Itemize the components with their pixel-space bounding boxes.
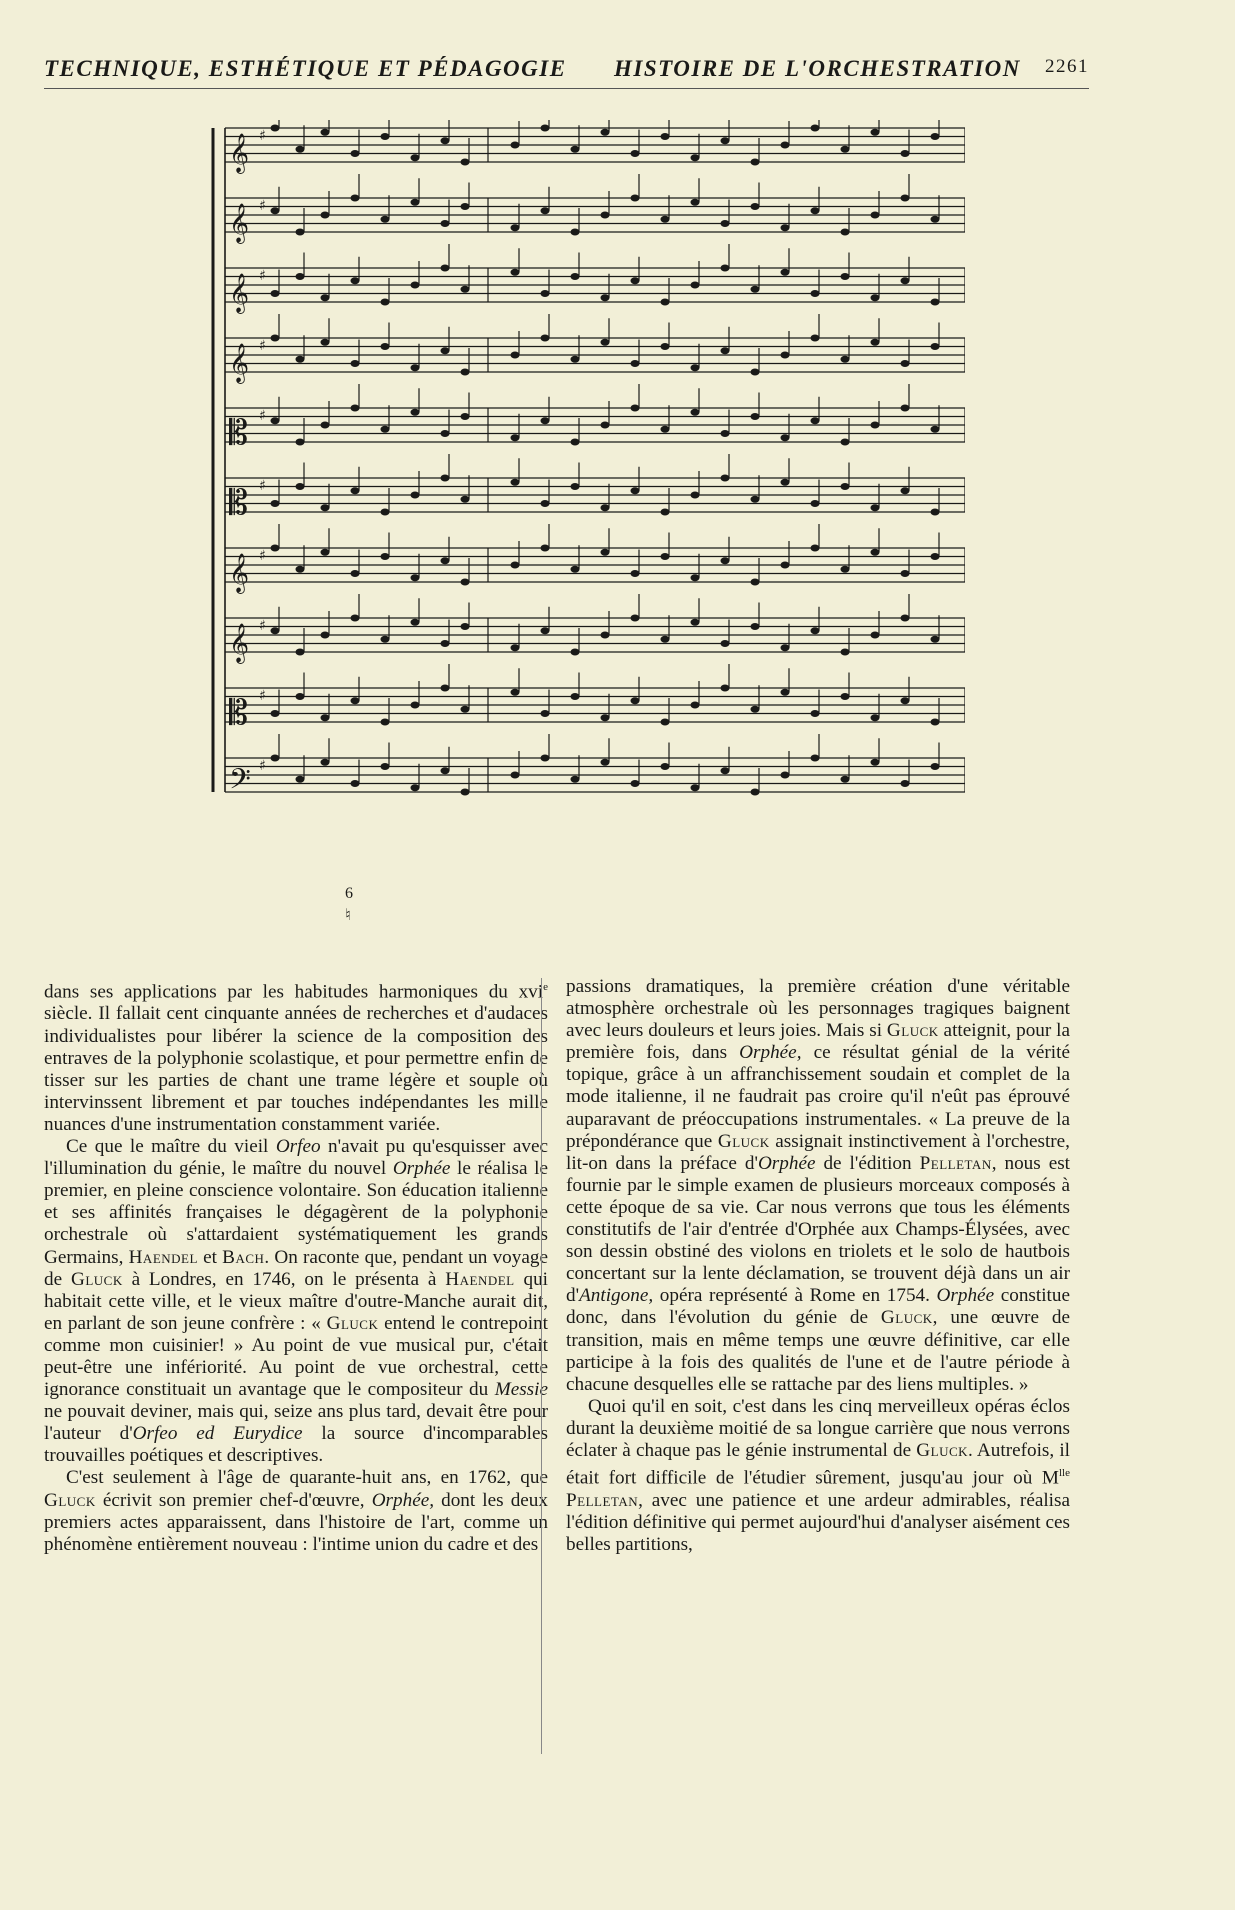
header-right-title: HISTOIRE DE L'ORCHESTRATION bbox=[614, 56, 1021, 81]
clef-icon: 𝄞 bbox=[229, 623, 250, 663]
note-head bbox=[271, 710, 280, 717]
note-head bbox=[511, 772, 520, 779]
note-head bbox=[781, 644, 790, 651]
note-head bbox=[931, 299, 940, 306]
note-head bbox=[541, 335, 550, 342]
note-head bbox=[721, 640, 730, 647]
paragraph: Ce que le maître du vieil Orfeo n'avait pu qu'esquisser avec l'illumination du génie, le maître du nouvel Orphée le réalisa le premier, en pleine conscience volontaire. Son éducation italienne et ses affinités françaises le dégagèrent de la polyphonie orchestrale où s'attardaient systématiquement les grands Germains, Haendel et Bach. On raconte que, pendant un voyage de Gluck à Londres, en 1746, on le présenta à Haendel qui habitait cette ville, et le vieux maître d'outre-Manche aurait dit, en parlant de son jeune confrère : « Gluck entend le contrepoint comme mon cuisinier! » Au point de vue musical pur, c'était peut-être une infériorité. Au point de vue orchestral, cette ignorance constituait un avantage que le compositeur du Messie ne pouvait deviner, mais qui, seize ans plus tard, devait être pour l'auteur d'Orfeo ed Eurydice la source d'incomparables trouvailles poétiques et descriptives. bbox=[44, 1136, 549, 1467]
note-head bbox=[271, 500, 280, 507]
note-head bbox=[441, 265, 450, 272]
note-head bbox=[541, 755, 550, 762]
note-head bbox=[601, 549, 610, 556]
note-head bbox=[511, 352, 520, 359]
note-head bbox=[931, 719, 940, 726]
note-head bbox=[841, 356, 850, 363]
paragraph: passions dramatiques, la première création d'une véritable atmosphère orchestrale où les personnages tragiques baignent avec leurs douleurs et leurs joies. Mais si Gluck atteignit, pour la première fois, dans Orphée, ce résultat génial de la vérité topique, grâce à un affranchissement soudain et complet de la mode italienne, il ne faudrait pas croire qu'il n'eût pas éprouvé auparavant de préoccupations instrumentales. « La preuve de la prépondérance que Gluck assignait instinctivement à l'orchestre, lit-on dans la préface d'Orphée de l'édition Pelletan, nous est fournie par le simple examen de plusieurs morceaux composés à cette époque de sa vie. Car nous verrons que tous les éléments constitutifs de l'air d'entrée d'Orphée aux Champs-Élysées, avec son dessin obstiné des violons en triolets et le solo de hautbois concertant sur la lente déclamation, se trouvent déjà dans un air d'Antigone, opéra représenté à Rome en 1754. Orphée constitue donc, dans l'évolution du génie de Gluck, une œuvre de transition, mais en même temps une œuvre définitive, car elle participe à la fois des qualités de l'une et de l'autre période à chacune desquelles elle se rattache par des liens multiples. » bbox=[566, 976, 1071, 1395]
note-head bbox=[441, 347, 450, 354]
note-head bbox=[381, 343, 390, 350]
note-head bbox=[631, 195, 640, 202]
note-head bbox=[841, 146, 850, 153]
note-head bbox=[411, 702, 420, 709]
note-head bbox=[631, 615, 640, 622]
note-head bbox=[811, 500, 820, 507]
note-head bbox=[601, 294, 610, 301]
note-head bbox=[411, 574, 420, 581]
note-head bbox=[781, 269, 790, 276]
note-head bbox=[271, 207, 280, 214]
note-head bbox=[931, 216, 940, 223]
paragraph: C'est seulement à l'âge de quarante-huit ans, en 1762, que Gluck écrivit son premier chef-d'œuvre, Orphée, dont les deux premiers actes apparaissent, dans l'histoire de l'art, comme un phénomène entièrement nouveau : l'intime union du cadre et des bbox=[44, 1467, 548, 1555]
note-head bbox=[871, 632, 880, 639]
sharp-icon: ♯ bbox=[259, 198, 266, 214]
note-head bbox=[441, 137, 450, 144]
note-head bbox=[661, 636, 670, 643]
note-head bbox=[351, 780, 360, 787]
note-head bbox=[931, 343, 940, 350]
note-head bbox=[351, 615, 360, 622]
note-head bbox=[631, 487, 640, 494]
note-head bbox=[841, 483, 850, 490]
note-head bbox=[601, 504, 610, 511]
note-head bbox=[721, 557, 730, 564]
note-head bbox=[691, 199, 700, 206]
note-head bbox=[631, 360, 640, 367]
note-head bbox=[541, 710, 550, 717]
note-head bbox=[351, 405, 360, 412]
note-head bbox=[901, 195, 910, 202]
right-column-text bbox=[566, 976, 1070, 1556]
note-head bbox=[511, 224, 520, 231]
note-head bbox=[381, 216, 390, 223]
note-head bbox=[441, 557, 450, 564]
note-head bbox=[871, 339, 880, 346]
note-head bbox=[381, 509, 390, 516]
note-head bbox=[751, 413, 760, 420]
clef-icon: 𝄡 bbox=[229, 483, 248, 523]
note-head bbox=[511, 562, 520, 569]
note-head bbox=[571, 776, 580, 783]
note-head bbox=[781, 142, 790, 149]
note-head bbox=[751, 286, 760, 293]
note-head bbox=[751, 579, 760, 586]
note-head bbox=[411, 784, 420, 791]
note-head bbox=[841, 273, 850, 280]
note-head bbox=[571, 483, 580, 490]
note-head bbox=[781, 479, 790, 486]
clef-icon: 𝄡 bbox=[229, 413, 248, 453]
note-head bbox=[541, 290, 550, 297]
note-head bbox=[411, 619, 420, 626]
sharp-icon: ♯ bbox=[259, 758, 266, 774]
note-head bbox=[571, 693, 580, 700]
note-head bbox=[571, 439, 580, 446]
note-head bbox=[931, 763, 940, 770]
note-head bbox=[871, 549, 880, 556]
note-head bbox=[296, 776, 305, 783]
note-head bbox=[601, 339, 610, 346]
clef-icon: 𝄞 bbox=[229, 203, 250, 243]
note-head bbox=[441, 640, 450, 647]
sharp-icon: ♯ bbox=[259, 408, 266, 424]
note-head bbox=[691, 154, 700, 161]
note-head bbox=[571, 649, 580, 656]
note-head bbox=[841, 566, 850, 573]
note-head bbox=[296, 693, 305, 700]
note-head bbox=[721, 430, 730, 437]
note-head bbox=[296, 566, 305, 573]
sharp-icon: ♯ bbox=[259, 688, 266, 704]
note-head bbox=[461, 413, 470, 420]
note-head bbox=[461, 369, 470, 376]
note-head bbox=[271, 335, 280, 342]
note-head bbox=[271, 545, 280, 552]
note-head bbox=[781, 772, 790, 779]
left-column-text bbox=[44, 976, 548, 1556]
note-head bbox=[631, 780, 640, 787]
note-head bbox=[381, 763, 390, 770]
note-head bbox=[321, 422, 330, 429]
note-head bbox=[811, 545, 820, 552]
note-head bbox=[781, 562, 790, 569]
note-head bbox=[441, 767, 450, 774]
note-head bbox=[841, 693, 850, 700]
note-head bbox=[321, 714, 330, 721]
note-head bbox=[411, 282, 420, 289]
clef-icon: 𝄞 bbox=[229, 553, 250, 593]
note-head bbox=[691, 574, 700, 581]
note-head bbox=[321, 129, 330, 136]
note-head bbox=[511, 142, 520, 149]
note-head bbox=[901, 277, 910, 284]
figured-bass-6: 6 bbox=[345, 885, 353, 902]
note-head bbox=[381, 133, 390, 140]
note-head bbox=[901, 360, 910, 367]
sharp-icon: ♯ bbox=[259, 548, 266, 564]
header-left-title: TECHNIQUE, ESTHÉTIQUE ET PÉDAGOGIE bbox=[44, 56, 567, 81]
sharp-icon: ♯ bbox=[259, 128, 266, 144]
note-head bbox=[661, 426, 670, 433]
note-head bbox=[461, 286, 470, 293]
note-head bbox=[411, 409, 420, 416]
note-head bbox=[751, 159, 760, 166]
page-number: 2261 bbox=[1045, 56, 1089, 77]
note-head bbox=[411, 199, 420, 206]
note-head bbox=[461, 496, 470, 503]
note-head bbox=[321, 212, 330, 219]
note-head bbox=[901, 780, 910, 787]
note-head bbox=[751, 496, 760, 503]
note-head bbox=[271, 417, 280, 424]
note-head bbox=[661, 719, 670, 726]
note-head bbox=[721, 265, 730, 272]
note-head bbox=[511, 644, 520, 651]
note-head bbox=[811, 710, 820, 717]
note-head bbox=[351, 195, 360, 202]
note-head bbox=[571, 356, 580, 363]
note-head bbox=[721, 475, 730, 482]
note-head bbox=[781, 434, 790, 441]
note-head bbox=[511, 434, 520, 441]
note-head bbox=[411, 492, 420, 499]
note-head bbox=[321, 339, 330, 346]
note-head bbox=[811, 627, 820, 634]
note-head bbox=[511, 479, 520, 486]
note-head bbox=[691, 282, 700, 289]
note-head bbox=[781, 224, 790, 231]
note-head bbox=[541, 500, 550, 507]
note-head bbox=[871, 504, 880, 511]
note-head bbox=[461, 706, 470, 713]
note-head bbox=[631, 570, 640, 577]
note-head bbox=[841, 229, 850, 236]
note-head bbox=[296, 356, 305, 363]
note-head bbox=[511, 269, 520, 276]
note-head bbox=[781, 352, 790, 359]
note-head bbox=[661, 553, 670, 560]
note-head bbox=[381, 719, 390, 726]
note-head bbox=[721, 767, 730, 774]
sharp-icon: ♯ bbox=[259, 478, 266, 494]
note-head bbox=[751, 623, 760, 630]
note-head bbox=[631, 277, 640, 284]
note-head bbox=[661, 299, 670, 306]
running-header bbox=[44, 48, 1089, 88]
note-head bbox=[381, 553, 390, 560]
note-head bbox=[601, 129, 610, 136]
note-head bbox=[461, 203, 470, 210]
note-head bbox=[541, 627, 550, 634]
note-head bbox=[901, 405, 910, 412]
note-head bbox=[721, 685, 730, 692]
note-head bbox=[691, 364, 700, 371]
note-head bbox=[351, 360, 360, 367]
note-head bbox=[441, 430, 450, 437]
note-head bbox=[721, 137, 730, 144]
note-head bbox=[721, 347, 730, 354]
note-head bbox=[296, 229, 305, 236]
note-head bbox=[811, 335, 820, 342]
note-head bbox=[691, 492, 700, 499]
note-head bbox=[931, 636, 940, 643]
note-head bbox=[811, 417, 820, 424]
note-head bbox=[601, 759, 610, 766]
note-head bbox=[441, 685, 450, 692]
clef-icon: 𝄡 bbox=[229, 693, 248, 733]
note-head bbox=[601, 212, 610, 219]
note-head bbox=[811, 755, 820, 762]
note-head bbox=[691, 409, 700, 416]
paragraph: Quoi qu'il en soit, c'est dans les cinq merveilleux opéras éclos durant la deuxième moitié de sa longue carrière que nous verrons éclater à chaque pas le génie instrumental de Gluck. Autrefois, il était fort difficile de l'étudier sûrement, jusqu'au jour où $M^{lle}$ Pelletan, avec une patience et une ardeur admirables, réalisa l'édition définitive qui permet aujourd'hui d'analyser aisément ces belles partitions, bbox=[566, 1395, 1071, 1555]
note-head bbox=[296, 649, 305, 656]
note-head bbox=[721, 220, 730, 227]
note-head bbox=[631, 150, 640, 157]
note-head bbox=[601, 632, 610, 639]
note-head bbox=[461, 579, 470, 586]
note-head bbox=[571, 566, 580, 573]
note-head bbox=[351, 697, 360, 704]
note-head bbox=[296, 483, 305, 490]
note-head bbox=[901, 150, 910, 157]
note-head bbox=[931, 426, 940, 433]
note-head bbox=[841, 649, 850, 656]
column-divider bbox=[541, 978, 542, 1754]
clef-icon: 𝄞 bbox=[229, 133, 250, 173]
note-head bbox=[571, 229, 580, 236]
note-head bbox=[541, 207, 550, 214]
note-head bbox=[751, 789, 760, 796]
note-head bbox=[661, 133, 670, 140]
note-head bbox=[931, 133, 940, 140]
note-head bbox=[751, 203, 760, 210]
header-rule bbox=[44, 88, 1089, 89]
note-head bbox=[751, 706, 760, 713]
sharp-icon: ♯ bbox=[259, 618, 266, 634]
note-head bbox=[541, 125, 550, 132]
note-head bbox=[631, 405, 640, 412]
note-head bbox=[411, 364, 420, 371]
figured-bass-natural: ♮ bbox=[345, 905, 351, 924]
note-head bbox=[871, 759, 880, 766]
note-head bbox=[901, 570, 910, 577]
note-head bbox=[321, 759, 330, 766]
clef-icon: 𝄞 bbox=[229, 343, 250, 383]
note-head bbox=[691, 619, 700, 626]
note-head bbox=[901, 697, 910, 704]
sharp-icon: ♯ bbox=[259, 338, 266, 354]
note-head bbox=[381, 636, 390, 643]
note-head bbox=[541, 417, 550, 424]
note-head bbox=[511, 689, 520, 696]
note-head bbox=[841, 776, 850, 783]
note-head bbox=[461, 623, 470, 630]
note-head bbox=[321, 632, 330, 639]
note-head bbox=[661, 763, 670, 770]
note-head bbox=[321, 504, 330, 511]
note-head bbox=[321, 549, 330, 556]
note-head bbox=[296, 146, 305, 153]
note-head bbox=[321, 294, 330, 301]
note-head bbox=[691, 702, 700, 709]
note-head bbox=[811, 125, 820, 132]
note-head bbox=[691, 784, 700, 791]
clef-icon: 𝄢 bbox=[229, 763, 251, 803]
note-head bbox=[901, 487, 910, 494]
note-head bbox=[661, 216, 670, 223]
note-head bbox=[571, 273, 580, 280]
note-head bbox=[271, 627, 280, 634]
note-head bbox=[351, 150, 360, 157]
note-head bbox=[541, 545, 550, 552]
note-head bbox=[871, 422, 880, 429]
note-head bbox=[871, 212, 880, 219]
note-head bbox=[271, 290, 280, 297]
note-head bbox=[901, 615, 910, 622]
note-head bbox=[871, 714, 880, 721]
note-head bbox=[811, 207, 820, 214]
note-head bbox=[811, 290, 820, 297]
note-head bbox=[661, 509, 670, 516]
note-head bbox=[631, 697, 640, 704]
note-head bbox=[381, 426, 390, 433]
note-head bbox=[601, 422, 610, 429]
note-head bbox=[601, 714, 610, 721]
note-head bbox=[296, 273, 305, 280]
note-head bbox=[381, 299, 390, 306]
clef-icon: 𝄞 bbox=[229, 273, 250, 313]
note-head bbox=[271, 755, 280, 762]
sharp-icon: ♯ bbox=[259, 268, 266, 284]
note-head bbox=[296, 439, 305, 446]
note-head bbox=[841, 439, 850, 446]
note-head bbox=[751, 369, 760, 376]
note-head bbox=[271, 125, 280, 132]
note-head bbox=[441, 475, 450, 482]
musical-score bbox=[205, 120, 965, 940]
note-head bbox=[461, 789, 470, 796]
note-head bbox=[931, 553, 940, 560]
note-head bbox=[351, 570, 360, 577]
note-head bbox=[871, 129, 880, 136]
note-head bbox=[571, 146, 580, 153]
note-head bbox=[931, 509, 940, 516]
paragraph: dans ses applications par les habitudes harmoniques du xvi$^e$ siècle. Il fallait cent cinquante années de recherches et d'audaces individualistes pour libérer la science de la composition des entraves de la polyphonie scolastique, et pour permettre enfin de tisser sur les parties de chant une trame légère et souple où intervinssent librement et par touches indépendantes les mille nuances d'une instrumentation constamment variée. bbox=[44, 981, 548, 1135]
note-head bbox=[781, 689, 790, 696]
note-head bbox=[411, 154, 420, 161]
note-head bbox=[461, 159, 470, 166]
note-head bbox=[661, 343, 670, 350]
note-head bbox=[351, 277, 360, 284]
note-head bbox=[871, 294, 880, 301]
note-head bbox=[441, 220, 450, 227]
note-head bbox=[351, 487, 360, 494]
